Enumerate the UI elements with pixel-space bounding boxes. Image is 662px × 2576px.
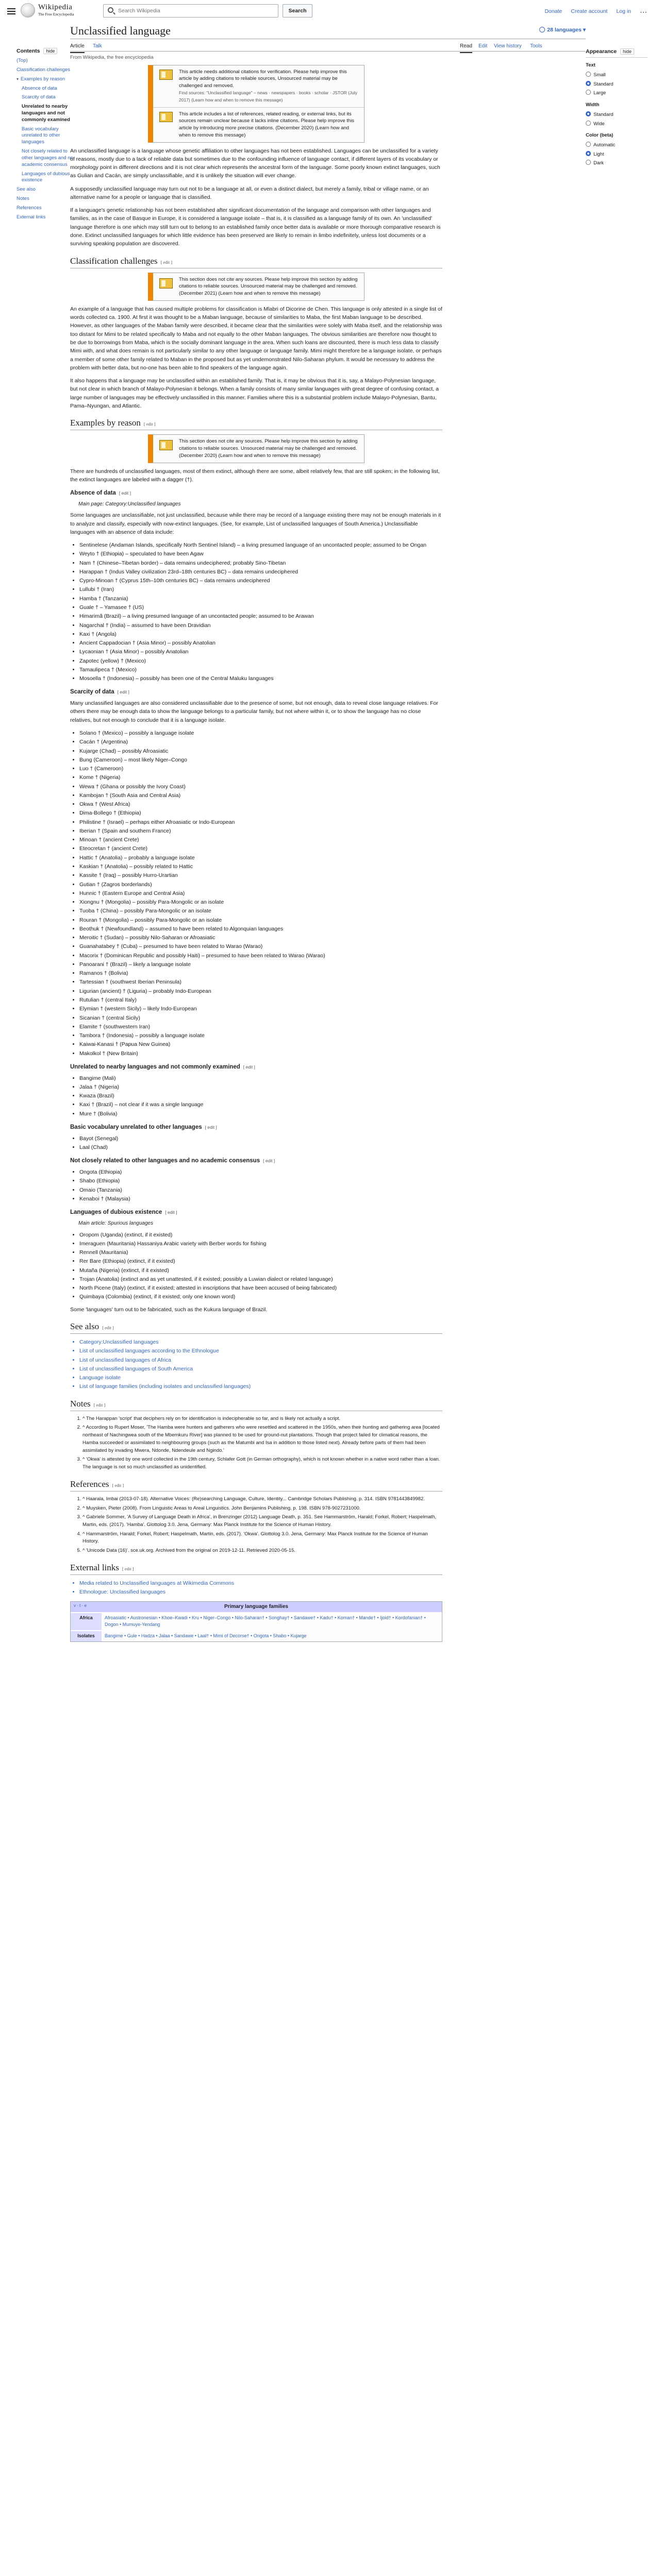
- toc-item[interactable]: [16, 126, 73, 146]
- edit-section-link[interactable]: [ edit ]: [102, 1325, 114, 1330]
- section-title: External links: [70, 1562, 119, 1572]
- toc-item[interactable]: [16, 58, 73, 64]
- tab-read[interactable]: Read: [460, 42, 472, 53]
- list-item[interactable]: • List of unclassified languages according to the Ethnologue: [79, 1347, 442, 1355]
- tab-tools[interactable]: Tools: [530, 43, 542, 49]
- appearance-option[interactable]: [586, 111, 648, 119]
- edit-section-link[interactable]: [ edit ]: [117, 689, 129, 695]
- toc-item[interactable]: [16, 67, 73, 74]
- tab-edit[interactable]: Edit: [478, 43, 488, 49]
- list-item: • Rer Bare (Ethiopia) (extinct, if it existed): [79, 1257, 442, 1265]
- list-item: • Solano † (Mexico) – possibly a language isolate: [79, 729, 442, 737]
- list-item: • Macorix † (Dominican Republic and possibly Haiti) – presumed to have been related to Warao (Warao): [79, 952, 442, 960]
- list-item: • Oropom (Uganda) (extinct, if it existed): [79, 1231, 442, 1239]
- list-item: • Tuoba † (China) – possibly Para-Mongolic or an isolate: [79, 907, 442, 915]
- toc-item-label: Examples by reason: [21, 76, 65, 82]
- personal-tools: [537, 7, 631, 15]
- section-title: References: [70, 1479, 109, 1489]
- list-item: • Minoan † (ancient Crete): [79, 836, 442, 844]
- heading-absence-of-data: [70, 489, 442, 498]
- appearance-option-label: Light: [593, 151, 604, 157]
- site-wordmark[interactable]: Wikipedia: [38, 3, 73, 11]
- section-title: Examples by reason: [70, 418, 141, 428]
- list-item: • Kaxi † (Brazil) – not clear if it was a single language: [79, 1100, 442, 1109]
- notice-lacks-inline-citations: [153, 107, 364, 142]
- tab-article[interactable]: Article: [70, 42, 85, 53]
- list-item: • Rennell (Mauritania): [79, 1248, 442, 1257]
- list-item: • Okwa † (West Africa): [79, 800, 442, 808]
- donate-link[interactable]: Donate: [544, 8, 562, 14]
- section-title: See also: [70, 1321, 100, 1331]
- toc-collapse-icon[interactable]: ▾: [16, 76, 19, 81]
- toc-item[interactable]: [16, 187, 73, 193]
- section-title: Unrelated to nearby languages and not commonly examined: [70, 1063, 240, 1070]
- list-item: • Himarimã (Brazil) – a living presumed language of an uncontacted people; assumed to be Arawan: [79, 612, 442, 620]
- navbox-list[interactable]: Afroasiatic • Austronesian • Khoe–Kwadi • Kru • Niger–Congo • Nilo-Saharan† • Songhay† • Sandawe† • Kadu† • Koman† • Mande† • Ijoid† • Kordofanian† • Dogon • Mumuye-Yendang: [105, 1615, 426, 1628]
- list-item: • Mure † (Bolivia): [79, 1110, 442, 1118]
- edit-section-link[interactable]: [ edit ]: [112, 1482, 124, 1488]
- appearance-option-label: Automatic: [593, 142, 616, 148]
- list-item: • Mutaña (Nigeria) (extinct, if it existed): [79, 1266, 442, 1275]
- list-item: • Luo † (Cameroon): [79, 765, 442, 773]
- list-item: • Hunnic † (Eastern Europe and Central Asia): [79, 889, 442, 897]
- section-paragraph: There are hundreds of unclassified languages, most of them extinct, although there are some, albeit relatively few, that are still spoken; in the following list, the extinct languages are labeled with a dagger (†).: [70, 468, 440, 483]
- site-tagline: The Free Encyclopedia: [38, 12, 74, 16]
- list-item: • Xiongnu † (Mongolia) – possibly Para-Mongolic or an isolate: [79, 898, 442, 906]
- list-item: 4. ^ Hammarström, Harald; Forkel, Robert; Haspelmath, Martin, eds. (2017). 'Okwa'. Glottolog 3.0. Jena, Germany: Max Planck Institute for the Science of Human History.: [82, 1531, 442, 1546]
- list-item: • Nam † (Chinese–Tibetan border) – data remains undeciphered; probably Sino-Tibetan: [79, 559, 442, 567]
- section-title: Languages of dubious existence: [70, 1209, 162, 1216]
- list-item: • Kujarge (Chad) – possibly Afroasiatic: [79, 747, 442, 755]
- table-of-contents: [16, 47, 73, 223]
- intro-paragraph: If a language's genetic relationship has not been established after significant documentation of the language and comparison with other languages and families, as in the case of Basque in Europe, it is considered a language isolate – that is, it is classified as a language family of its own. An 'unclassified' language therefore is one which may still turn out to belong to an established family once better data is available or more thorough comparative research is done. Extinct unclassified languages for which little evidence has been preserved are likely to remain in limbo indefinitely, unless lost documents or a surviving speaking population are discovered.: [70, 207, 441, 247]
- toc-item-label: References: [16, 205, 42, 211]
- list-item: • Laal (Chad): [79, 1143, 442, 1151]
- search-button[interactable]: Search: [283, 4, 312, 18]
- list-item: • Mosoella † (Indonesia) – possibly has been one of the Central Maluku languages: [79, 674, 442, 683]
- list-item[interactable]: • Category:Unclassified languages: [79, 1338, 442, 1346]
- list-item: • Eteocretan † (ancient Crete): [79, 844, 442, 853]
- question-book-icon: [159, 112, 173, 122]
- toc-item[interactable]: [16, 76, 73, 83]
- list-item: • Gutian † (Zagros borderlands): [79, 880, 442, 889]
- list-item: • Ongota (Ethiopia): [79, 1168, 442, 1176]
- appearance-option-label: Standard: [593, 111, 614, 117]
- list-item: • Panoarani † (Brazil) – likely a language isolate: [79, 960, 442, 969]
- list-item: • Cacán † (Argentina): [79, 738, 442, 746]
- radio-icon[interactable]: [586, 81, 591, 86]
- list-item: • Bung (Cameroon) – most likely Niger–Congo: [79, 756, 442, 764]
- appearance-option[interactable]: [586, 72, 648, 79]
- list-item: • Nagarchal † (India) – assumed to have been Dravidian: [79, 621, 442, 630]
- toc-title: Contents: [16, 48, 40, 54]
- list-item: • Dima-Bollego † (Ethiopia): [79, 809, 442, 817]
- list-item: • Makolkol † (New Britain): [79, 1049, 442, 1058]
- edit-section-link[interactable]: [ edit ]: [263, 1158, 275, 1164]
- section-title: Classification challenges: [70, 256, 158, 266]
- notice-text: This section does not cite any sources. Please help improve this section by adding citations to reliable sources. Unsourced material may be challenged and removed. (December 2020) (Learn how and when to remove this message): [179, 438, 358, 459]
- intro-paragraph: An unclassified language is a language whose genetic affiliation to other languages has not been established. Languages can be unclassified for a variety of reasons, mostly due to a lack of reliable data but sometimes due to the confounding influence of language contact, if different layers of its vocabulary or morphology point in different directions and it is not clear which represents the ancestral form of the language. Some poorly known extinct languages, such as Gulian and Cacán, are simply unclassifiable, and it is unlikely the situation will ever change.: [70, 147, 440, 179]
- edit-section-link[interactable]: [ edit ]: [119, 490, 131, 496]
- toc-heading: [16, 47, 73, 55]
- navbox-title: [71, 1602, 442, 1612]
- list-item: • Kaxi † (Angola): [79, 630, 442, 638]
- appearance-group-label: Text: [586, 62, 595, 69]
- absence-list: [70, 541, 442, 683]
- list-item: • Elamite † (southwestern Iran): [79, 1023, 442, 1031]
- list-item: • Rouran † (Mongolia) – possibly Para-Mongolic or an isolate: [79, 916, 442, 924]
- section-notice-box: [148, 434, 365, 463]
- list-item: • Kambojan † (South Asia and Central Asia): [79, 791, 442, 800]
- toc-item-label: Notes: [16, 195, 29, 201]
- navbox-title-text[interactable]: Primary language families: [224, 1604, 288, 1610]
- toc-item-label: Unrelated to nearby languages and not commonly examined: [22, 104, 70, 123]
- site-subtitle: From Wikipedia, the free encyclopedia: [70, 55, 154, 60]
- external-links-list: [70, 1579, 442, 1597]
- navbox-row: [71, 1630, 442, 1641]
- edit-section-link[interactable]: [ edit ]: [93, 1402, 106, 1408]
- section-paragraph: Some languages are unclassifiable, not just unclassified, because while there may be record of a language existing there may not be enough materials in it to analyze and classify, especially with now-extinct languages. (See, for example, List of unclassified languages of South America.) Unclassifiable languages with an absence of data include:: [70, 512, 441, 535]
- notice-text: This section does not cite any sources. Please help improve this section by adding citations to reliable sources. Unsourced material may be challenged and removed. (December 2021) (Learn how and when to remove this message): [179, 276, 358, 297]
- list-item: • Tamaulipeca † (Mexico): [79, 666, 442, 674]
- heading-basic-vocabulary: [70, 1123, 442, 1132]
- appearance-option-label: Wide: [593, 121, 605, 127]
- heading-not-closely-related: [70, 1157, 442, 1166]
- language-families-navbox: [70, 1601, 442, 1641]
- dubious-list: [70, 1231, 442, 1301]
- toc-item[interactable]: [16, 196, 73, 202]
- section-paragraph: An example of a language that has caused multiple problems for classification is Mlabri of Dicorine de Chen. This language is only attested in a single list of words collected ca. 1900. At first it was thought to be a Maban language, because of similarities to Maba, the first Maban language to be described. However, as other languages of the Maban family were described, it became clear that the similarities were solely with Maba itself, and the relationship was too distant for Mimi to be related specifically to Maba and not equally to the other Maban languages. The obvious similarities are therefore now thought to be due to borrowings from Maba, which is the socially dominant language in the area. When such loans are discounted, there is much less data to classify Mimi with, and what does remain is not particularly similar to any other language or language family. Mimi might therefore be a language isolate, or perhaps a member of some other family related to Maban in the proposed but as yet undemonstrated Nilo-Saharan phylum. It would be necessary to address the problem with better data, but no-one has been able to find speakers of the language again.: [70, 306, 442, 371]
- appearance-options: [586, 62, 648, 167]
- list-item: • Kaskian † (Anatolia) – possibly related to Hattic: [79, 862, 442, 871]
- toc-item-label: (Top): [16, 58, 28, 64]
- list-item: • Meroitic † (Sudan) – possibly Nilo-Saharan or Afroasiatic: [79, 934, 442, 942]
- search-icon: [108, 7, 113, 13]
- list-item: • Hamba † (Tanzania): [79, 595, 442, 603]
- heading-classification-challenges: [70, 256, 442, 268]
- radio-icon[interactable]: [586, 142, 591, 147]
- main-menu-icon[interactable]: [7, 7, 15, 15]
- list-item: • Rutulian † (central Italy): [79, 996, 442, 1004]
- notice-needs-citations: [153, 65, 364, 107]
- appearance-group-label: Width: [586, 102, 600, 108]
- language-count: 28 languages: [547, 27, 582, 33]
- list-item: 3. ^ Gabriele Sommer, 'A Survey of Language Death in Africa', in Brenzinger (2012) Language Death, p. 351. See Hammarström, Harald; Forkel, Robert; Haspelmath, Martin, eds. (2017). 'Hamba'. Glottolog 3.0. Jena, Germany: Max Planck Institute for the Science of Human History.: [82, 1514, 442, 1529]
- language-globe-icon: [539, 27, 545, 32]
- navbox-vte-links[interactable]: v · t · e: [74, 1603, 87, 1608]
- site-header: [0, 0, 662, 25]
- toc-item-label: Languages of dubious existence: [22, 171, 70, 183]
- list-item: • Hattic † (Anatolia) – probably a language isolate: [79, 854, 442, 862]
- heading-examples-by-reason: [70, 417, 442, 430]
- title-row: [70, 23, 586, 39]
- references-list: [70, 1496, 442, 1555]
- list-item: • Ancient Cappadocian † (Asia Minor) – possibly Anatolian: [79, 639, 442, 647]
- toc-list: [16, 58, 73, 221]
- toc-item-label: External links: [16, 214, 46, 220]
- language-selector[interactable]: 28 languages ▾: [539, 26, 586, 34]
- list-item[interactable]: • List of language families (including isolates and unclassified languages): [79, 1382, 442, 1391]
- list-item: • Jalaa † (Nigeria): [79, 1083, 442, 1091]
- toc-item[interactable]: [16, 214, 73, 221]
- list-item: • Lycaonian † (Asia Minor) – possibly Anatolian: [79, 648, 442, 656]
- appearance-option[interactable]: [586, 160, 648, 167]
- scarcity-list: [70, 729, 442, 1058]
- toc-item[interactable]: [16, 148, 73, 168]
- more-options-icon[interactable]: ⋯: [640, 8, 648, 16]
- login-link[interactable]: Log in: [616, 8, 631, 14]
- list-item: 1. ^ The Harappan 'script' that deciphers rely on for identification is indecipherable so far, and is likely not actually a script.: [82, 1415, 442, 1423]
- appearance-option[interactable]: [586, 151, 648, 159]
- heading-references: [70, 1479, 442, 1492]
- list-item: • Omaio (Tanzania): [79, 1186, 442, 1194]
- appearance-hide-button[interactable]: hide: [620, 48, 634, 55]
- hatnote[interactable]: Main page: Category:Unclassified languages: [78, 501, 181, 507]
- appearance-heading: [586, 47, 648, 58]
- appearance-option-label: Dark: [593, 160, 604, 166]
- radio-icon[interactable]: [586, 72, 591, 77]
- appearance-option[interactable]: [586, 81, 648, 89]
- list-item[interactable]: • Language isolate: [79, 1374, 442, 1382]
- list-item: • Sentinelese (Andaman Islands, specifically North Sentinel Island) – a living presumed language of an uncontacted people; assumed to be Ongan: [79, 541, 442, 549]
- appearance-panel: [586, 47, 648, 169]
- find-sources-line[interactable]: Find sources: "Unclassified language" – news · newspapers · books · scholar · JSTOR (July 2017) (Learn how and when to remove this message): [179, 90, 358, 103]
- section-title: Scarcity of data: [70, 689, 114, 696]
- list-item: • Lullubi † (Iran): [79, 585, 442, 594]
- edit-section-link[interactable]: [ edit ]: [143, 421, 156, 427]
- list-item: • Harappan † (Indus Valley civilization 23rd–18th centuries BC) – data remains undeciphered: [79, 568, 442, 576]
- edit-section-link[interactable]: [ edit ]: [205, 1124, 217, 1130]
- not-closely-related-list: [70, 1168, 442, 1203]
- section-title: Notes: [70, 1398, 91, 1409]
- toc-item[interactable]: [16, 104, 73, 123]
- main-content: [70, 23, 586, 1642]
- list-item: • Tartessian † (southwest Iberian Peninsula): [79, 978, 442, 986]
- appearance-option[interactable]: [586, 90, 648, 97]
- edit-section-link[interactable]: [ edit ]: [122, 1566, 134, 1571]
- create-account-link[interactable]: Create account: [571, 8, 608, 14]
- list-item[interactable]: • List of unclassified languages of South America: [79, 1365, 442, 1373]
- list-item: • Kwaza (Brazil): [79, 1092, 442, 1100]
- page-title: Unclassified language: [70, 24, 171, 37]
- list-item: • Elymian † (western Sicily) – likely Indo-European: [79, 1005, 442, 1013]
- list-item: • Philistine † (Israel) – perhaps either Afroasiatic or Indo-European: [79, 818, 442, 826]
- appearance-option-label: Small: [593, 72, 606, 78]
- appearance-title: Appearance: [586, 48, 617, 55]
- toc-item[interactable]: [16, 94, 73, 101]
- wikipedia-logo[interactable]: [21, 3, 35, 18]
- list-item: • Quimbaya (Colombia) (extinct, if it existed; only one known word): [79, 1293, 442, 1301]
- list-item: • Tambora † (Indonesia) – possibly a language isolate: [79, 1031, 442, 1040]
- list-item: • Sicanian † (central Sicily): [79, 1014, 442, 1022]
- heading-scarcity-of-data: [70, 688, 442, 697]
- navbox-row: [71, 1612, 442, 1630]
- list-item[interactable]: • List of unclassified languages of Africa: [79, 1356, 442, 1364]
- question-book-icon: [159, 440, 173, 450]
- radio-icon[interactable]: [586, 90, 591, 95]
- edit-section-link[interactable]: [ edit ]: [160, 259, 173, 265]
- list-item: • Kenaboi † (Malaysia): [79, 1195, 442, 1203]
- list-item: • Kaiwai-Kanasi † (Papua New Guinea): [79, 1040, 442, 1048]
- list-item: • Imeraguen (Mauritania) Hassaniya Arabic variety with Berber words for fishing: [79, 1240, 442, 1248]
- section-paragraph: It also happens that a language may be unclassified within an established family. That is, it may be obvious that it is, say, a Malayo-Polynesian language, but not clear in which branch of Malayo-Polynesian it belongs. When a family consists of many similar languages with great degree of confusing contact, a large number of languages may be effectively unclassified in this manner. Families where this is a substantial problem include Malayo-Polynesian, Bantu, Pama–Nyungan, and Atlantic.: [70, 378, 439, 409]
- section-title: Not closely related to other languages and no academic consensus: [70, 1158, 260, 1164]
- list-item[interactable]: • Media related to Unclassified languages at Wikimedia Commons: [79, 1579, 442, 1587]
- question-book-icon: [159, 278, 173, 289]
- maintenance-notice-box: [148, 65, 365, 143]
- list-item: • Ligurian (ancient) † (Liguria) – probably Indo-European: [79, 987, 442, 995]
- section-notice-box: [148, 273, 365, 301]
- list-item: • Kome † (Nigeria): [79, 773, 442, 782]
- toc-item[interactable]: [16, 205, 73, 212]
- list-item: 5. ^ 'Unicode Data (16)'. sce.uk.org. Archived from the original on 2019-12-11. Retrieved 2020-05-15.: [82, 1547, 442, 1555]
- page-tabs: [70, 39, 586, 52]
- toc-item-label: See also: [16, 187, 36, 193]
- navbox-list[interactable]: Bangime • Gule • Hadza • Jalaa • Sandawe • Laal† • Mimi of Decorse† • Ongota • Shabo • Kujarge: [105, 1633, 307, 1638]
- appearance-group-label: Color (beta): [586, 132, 614, 139]
- heading-notes: [70, 1398, 442, 1411]
- toc-item-label: Not closely related to other languages and no academic consensus: [22, 148, 73, 167]
- intro-paragraph: A supposedly unclassified language may turn out not to be a language at all, or even a distinct dialect, but merely a family, tribal or village name, or an alternative name for a people or language that is classified.: [70, 185, 429, 200]
- radio-icon[interactable]: [586, 111, 591, 116]
- edit-section-link[interactable]: [ edit ]: [165, 1210, 177, 1215]
- tab-view-history[interactable]: View history: [494, 43, 522, 49]
- list-item: • Wewa † (Ghana or possibly the Ivory Coast): [79, 783, 442, 791]
- basic-vocabulary-list: [70, 1134, 442, 1152]
- search-box[interactable]: [103, 4, 278, 18]
- navbox-group[interactable]: Isolates: [71, 1631, 102, 1641]
- section-title: Basic vocabulary unrelated to other languages: [70, 1124, 202, 1130]
- article-body: [70, 65, 442, 1642]
- section-paragraph: Some 'languages' turn out to be fabricated, such as the Kukura language of Brazil.: [70, 1306, 268, 1313]
- toc-hide-button[interactable]: hide: [43, 48, 57, 54]
- section-paragraph: Many unclassified languages are also considered unclassifiable due to the presence of some, but not enough, data to reveal close language relatives. For others there may be enough data to show the language belongs to a particular family, but not where within it, or to show the language has no close relatives, but not enough to conclude that it is a language isolate.: [70, 700, 438, 723]
- toc-item[interactable]: [16, 171, 73, 184]
- list-item: • Beothuk † (Newfoundland) – assumed to have been related to Algonquian languages: [79, 925, 442, 933]
- search-input[interactable]: [117, 6, 241, 15]
- list-item: 2. ^ According to Rupert Moser, 'The Hamba were hunters and gatherers who were resettled and scattered in the 1950s, when their hunting and gathering area [located northeast of Nachingwea south of the Mbemkuru River] was planned to be used for ground-nut plantations. Though that project failed for climatical reasons, the Hamba succeeded or assimilated to neighbouring groups (such as the Matumbi and Isa in addition to those listed next). Already before parts of them had been assimilated by invading Mwera, Ndonde, Ndendeule and Ngindo.': [82, 1424, 442, 1454]
- notice-text: This article needs additional citations for verification. Please help improve this article by adding citations to reliable sources. Unsourced material may be challenged and removed.: [179, 69, 347, 89]
- notes-list: [70, 1415, 442, 1471]
- toc-item-label: Classification challenges: [16, 66, 71, 73]
- list-item: • Iberian † (Spain and southern France): [79, 827, 442, 835]
- navbox-group[interactable]: Africa: [71, 1613, 102, 1630]
- hatnote[interactable]: Main article: Spurious languages: [78, 1221, 154, 1226]
- list-item: 2. ^ Muysken, Pieter (2008). From Linguistic Areas to Areal Linguistics. John Benjamins Publishing. p. 198. ISBN 978-9027231000.: [82, 1505, 442, 1513]
- list-item: • Ramanos † (Bolivia): [79, 969, 442, 977]
- appearance-option[interactable]: [586, 142, 648, 149]
- toc-item[interactable]: [16, 86, 73, 92]
- question-book-icon: [159, 70, 173, 80]
- heading-unrelated: [70, 1063, 442, 1072]
- edit-section-link[interactable]: [ edit ]: [243, 1064, 255, 1070]
- list-item: • Weyto † (Ethiopia) – speculated to have been Agaw: [79, 550, 442, 558]
- list-item[interactable]: • Ethnologue: Unclassified languages: [79, 1588, 442, 1596]
- list-item: • Kassite † (Iraq) – possibly Hurro-Urartian: [79, 871, 442, 879]
- appearance-option-label: Standard: [593, 81, 614, 87]
- appearance-option-label: Large: [593, 90, 606, 96]
- toc-item-label: Absence of data: [22, 85, 57, 91]
- see-also-list: [70, 1338, 442, 1391]
- section-title: Absence of data: [70, 490, 116, 497]
- toc-item-label: Scarcity of data: [22, 94, 56, 100]
- toc-item-label: Basic vocabulary unrelated to other languages: [22, 126, 60, 145]
- list-item: • Shabo (Ethiopia): [79, 1177, 442, 1185]
- list-item: • Bayot (Senegal): [79, 1134, 442, 1143]
- list-item: • Bangime (Mali): [79, 1074, 442, 1082]
- list-item: • Trojan (Anatolia) (extinct and as yet unattested, if it existed; possibly a Luwian dialect or related language): [79, 1275, 442, 1283]
- unrelated-list: [70, 1074, 442, 1118]
- list-item: • Zapotec (yellow) † (Mexico): [79, 657, 442, 665]
- heading-dubious-existence: [70, 1208, 442, 1217]
- heading-external-links: [70, 1562, 442, 1575]
- list-item: • North Picene (Italy) (extinct, if it existed; attested in inscriptions that have been accused of being fabricated): [79, 1284, 442, 1292]
- list-item: • Guale † – Yamasee † (US): [79, 603, 442, 612]
- radio-icon[interactable]: [586, 151, 591, 156]
- list-item: • Guanahatabey † (Cuba) – presumed to have been related to Warao (Warao): [79, 942, 442, 951]
- list-item: • Cypro-Minoan † (Cyprus 15th–10th centuries BC) – data remains undeciphered: [79, 577, 442, 585]
- radio-icon[interactable]: [586, 121, 591, 126]
- heading-see-also: [70, 1321, 442, 1334]
- appearance-option[interactable]: [586, 121, 648, 128]
- list-item: 1. ^ Haarala, Imbai (2013-07-18). Alternative Voices: (Re)searching Language, Culture, Identity... Cambridge Scholars Publishing. p. 314. ISBN 9781443849982.: [82, 1496, 442, 1503]
- notice-text: This article includes a list of references, related reading, or external links, but its sources remain unclear because it lacks inline citations. Please help improve this article by introducing more precise citations. (December 2020) (Learn how and when to remove this message): [179, 111, 355, 138]
- list-item: 3. ^ 'Okwa' is attested by one word collected in the 19th century, Schlafer Gott (in German orthography), which is not known whether in a native word rather than a loan. The language is not so much unclassified as unidentified.: [82, 1456, 442, 1471]
- radio-icon[interactable]: [586, 160, 591, 165]
- tab-talk[interactable]: Talk: [93, 43, 102, 49]
